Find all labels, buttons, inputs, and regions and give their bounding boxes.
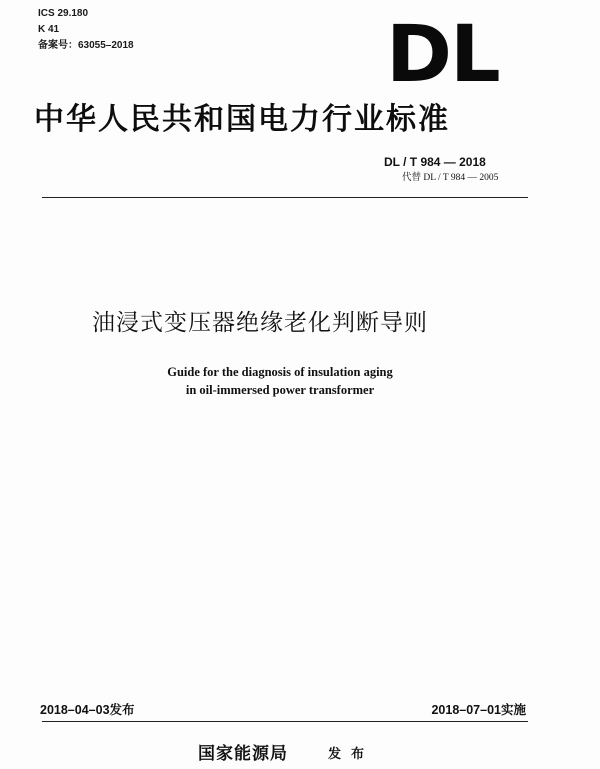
document-title-zh: 油浸式变压器绝缘老化判断导则 bbox=[92, 310, 428, 336]
implementation-date: 2018–07–01实施 bbox=[431, 703, 526, 717]
replaces-standard: 代替 DL / T 984 — 2005 bbox=[402, 173, 499, 183]
organization-title: 中华人民共和国电力行业标准 bbox=[34, 102, 450, 137]
document-title-en-line1: Guide for the diagnosis of insulation aging bbox=[167, 365, 393, 379]
issue-date: 2018–04–03发布 bbox=[40, 703, 135, 717]
ics-code: ICS 29.180 bbox=[38, 8, 89, 19]
standard-code: DL / T 984 — 2018 bbox=[384, 155, 486, 169]
publisher-name: 国家能源局 bbox=[198, 744, 288, 764]
publish-label: 发布 bbox=[328, 747, 375, 762]
record-number: 备案号：63055–2018 bbox=[38, 40, 134, 51]
bottom-divider bbox=[42, 721, 528, 722]
top-divider bbox=[42, 197, 528, 198]
document-title-en-line2: in oil-immersed power transformer bbox=[185, 383, 375, 397]
dl-logo: DL bbox=[386, 10, 499, 100]
classification-code: K 41 bbox=[38, 24, 60, 35]
